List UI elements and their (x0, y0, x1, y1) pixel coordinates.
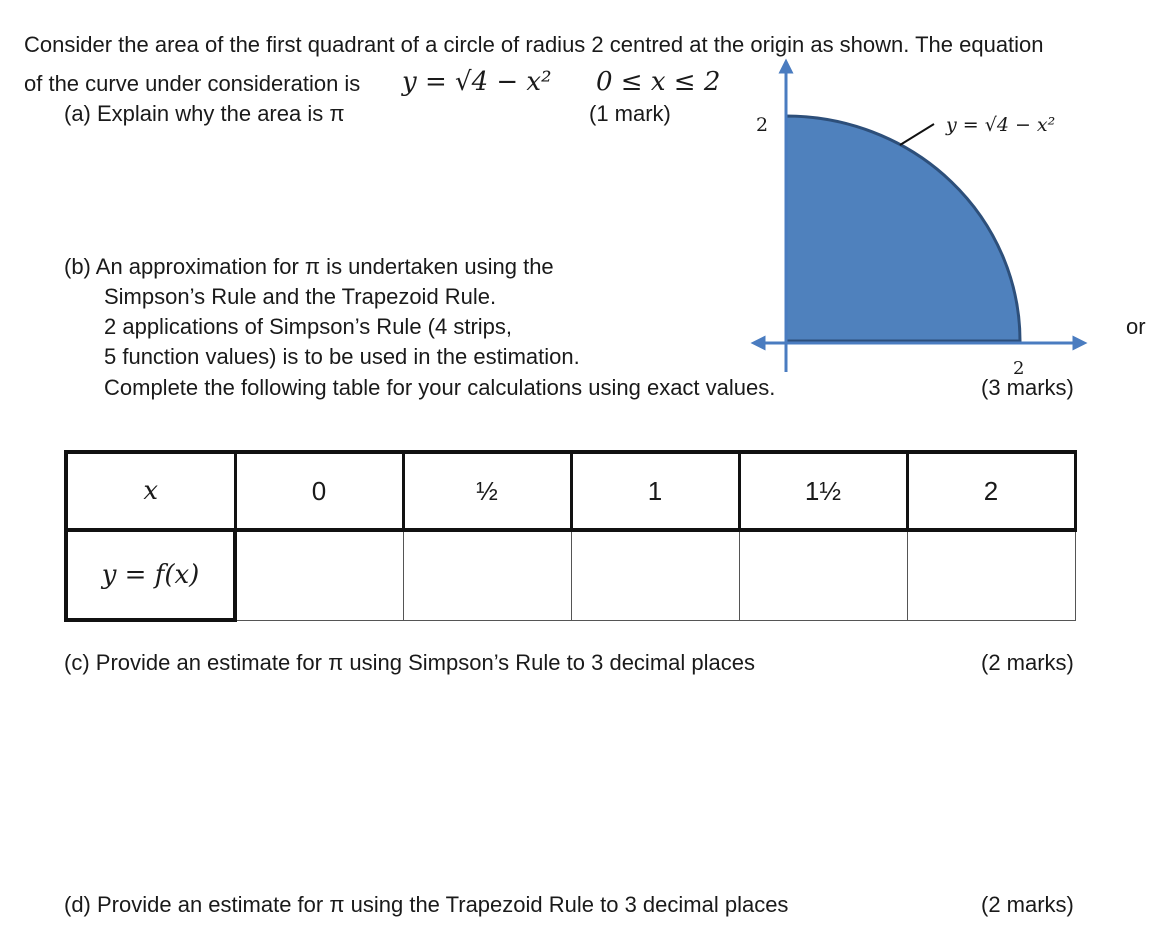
x-header-cell: x (66, 452, 235, 530)
y-answer-cell[interactable] (739, 530, 907, 620)
part-b-line-5: Complete the following table for your calculations using exact values. (104, 375, 776, 400)
part-b-marks: (3 marks) (981, 375, 1074, 400)
intro-equation: y = √4 − x² (402, 67, 552, 97)
quarter-circle-region (786, 116, 1020, 341)
part-c-marks: (2 marks) (981, 650, 1074, 675)
part-b-line-3: 2 applications of Simpson’s Rule (4 strips, (104, 314, 513, 339)
y-answer-cell[interactable] (403, 530, 571, 620)
x-value-cell: 0 (235, 452, 403, 530)
intro-domain: 0 ≤ x ≤ 2 (596, 67, 721, 97)
function-values-table (64, 450, 1077, 622)
y-header-cell: y = f(x) (66, 530, 235, 620)
part-d-marks: (2 marks) (981, 892, 1074, 917)
part-a-marks: (1 mark) (589, 101, 671, 126)
y-answer-cell[interactable] (907, 530, 1075, 620)
curve-equation-label: y = √4 − x² (946, 114, 1056, 136)
margin-text: or (1126, 314, 1146, 339)
part-a-question: (a) Explain why the area is π (64, 101, 345, 126)
y-axis-tick-label: 2 (756, 114, 769, 136)
x-value-cell: ½ (403, 452, 571, 530)
x-value-cell: 2 (907, 452, 1075, 530)
curve-label-leader (900, 124, 934, 145)
x-values-row (66, 452, 1075, 530)
part-b-line-4: 5 function values) is to be used in the estimation. (104, 344, 580, 369)
part-d-question: (d) Provide an estimate for π using the Trapezoid Rule to 3 decimal places (64, 892, 789, 917)
y-answer-cell[interactable] (235, 530, 403, 620)
x-axis-tick-label: 2 (1013, 358, 1025, 379)
x-value-cell: 1½ (739, 452, 907, 530)
part-b-line-2: Simpson’s Rule and the Trapezoid Rule. (104, 284, 497, 309)
intro-line-2: of the curve under consideration is (24, 71, 361, 96)
x-value-cell: 1 (571, 452, 739, 530)
y-values-row (66, 530, 1075, 620)
y-answer-cell[interactable] (571, 530, 739, 620)
intro-line-1: Consider the area of the first quadrant of a circle of radius 2 centred at the origin as shown. The equation (24, 32, 1044, 57)
part-c-question: (c) Provide an estimate for π using Simpson’s Rule to 3 decimal places (64, 650, 755, 675)
part-b-line-1: (b) An approximation for π is undertaken using the (64, 254, 554, 279)
